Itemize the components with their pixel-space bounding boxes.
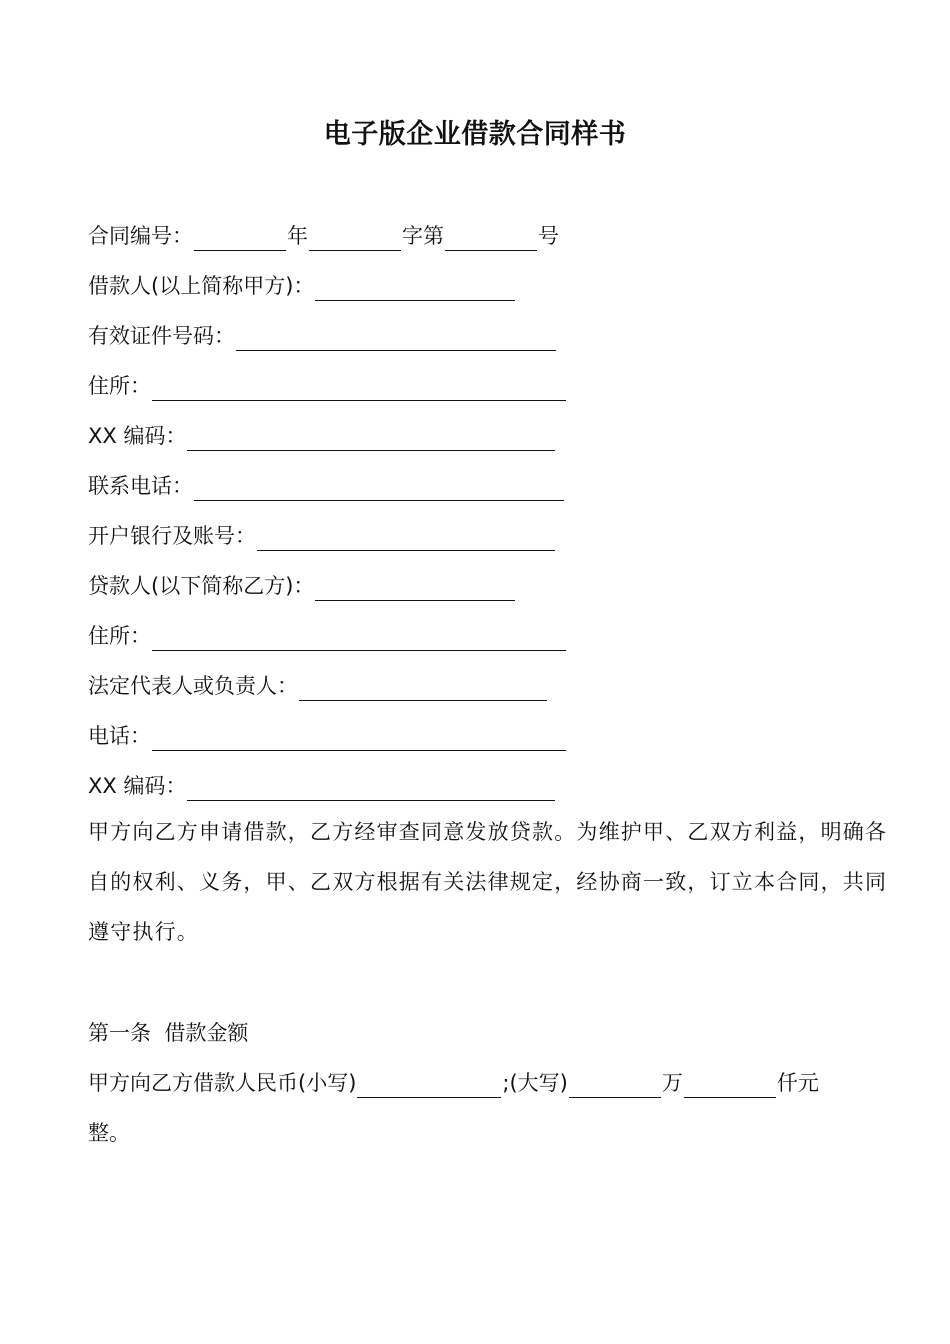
- field-label: 开户银行及账号：: [88, 524, 256, 548]
- field-label: 贷款人(以下简称乙方)：: [88, 574, 315, 598]
- field-label: 法定代表人或负责人：: [88, 674, 298, 698]
- field-label: XX 编码：: [88, 424, 187, 448]
- field-label: 电话：: [88, 724, 151, 748]
- contract-zi-blank[interactable]: [309, 228, 401, 251]
- field-label: XX 编码：: [88, 774, 187, 798]
- field-blank[interactable]: [315, 578, 515, 601]
- field-postcode-a: [88, 421, 556, 451]
- contract-year-blank[interactable]: [194, 228, 286, 251]
- field-blank[interactable]: [187, 428, 555, 451]
- field-blank[interactable]: [315, 278, 515, 301]
- field-label: 联系电话：: [88, 474, 193, 498]
- contract-hao-label: 号: [538, 224, 559, 248]
- field-phone-b: [88, 721, 567, 751]
- field-blank[interactable]: [299, 678, 547, 701]
- article-1-amount-end: [88, 1118, 130, 1148]
- field-label: 住所：: [88, 624, 151, 648]
- field-label: 住所：: [88, 374, 151, 398]
- contract-number-label: 合同编号：: [88, 224, 193, 248]
- amount-lower-blank[interactable]: [357, 1075, 501, 1098]
- field-blank[interactable]: [152, 728, 566, 751]
- amount-wan-blank[interactable]: [569, 1075, 661, 1098]
- field-legal-rep: [88, 671, 548, 701]
- field-blank[interactable]: [187, 778, 555, 801]
- field-label: 借款人(以上简称甲方)：: [88, 274, 315, 298]
- article-1-amount-line: [88, 1068, 819, 1098]
- field-label: 有效证件号码：: [88, 324, 235, 348]
- amount-text: ;(大写): [502, 1071, 568, 1095]
- contract-year-label: 年: [287, 224, 308, 248]
- amount-qian-blank[interactable]: [684, 1075, 776, 1098]
- amount-text: 仟元: [776, 1071, 819, 1095]
- field-blank[interactable]: [257, 528, 555, 551]
- contract-number-line: [88, 221, 559, 251]
- field-blank[interactable]: [236, 328, 556, 351]
- field-id-number: [88, 321, 557, 351]
- field-blank[interactable]: [194, 478, 564, 501]
- field-borrower: [88, 271, 516, 301]
- amount-text: 整。: [88, 1121, 130, 1145]
- field-postcode-b: [88, 771, 556, 801]
- contract-zi-label: 字第: [402, 224, 444, 248]
- contract-hao-blank[interactable]: [445, 228, 537, 251]
- field-address-a: [88, 371, 567, 401]
- intro-paragraph: 甲方向乙方申请借款，乙方经审查同意发放贷款。为维护甲、乙双方利益，明确各自的权利、义务，甲、乙双方根据有关法律规定，经协商一致，订立本合同，共同遵守执行。: [88, 820, 888, 944]
- field-bank-account: [88, 521, 556, 551]
- amount-text: 万: [661, 1071, 683, 1095]
- field-address-b: [88, 621, 567, 651]
- article-1-heading: 第一条 借款金额: [88, 1021, 249, 1045]
- amount-text: 甲方向乙方借款人民币(小写): [88, 1071, 357, 1095]
- field-phone-a: [88, 471, 565, 501]
- field-blank[interactable]: [152, 378, 566, 401]
- document-title: 电子版企业借款合同样书: [323, 119, 627, 150]
- field-lender: [88, 571, 516, 601]
- field-blank[interactable]: [152, 628, 566, 651]
